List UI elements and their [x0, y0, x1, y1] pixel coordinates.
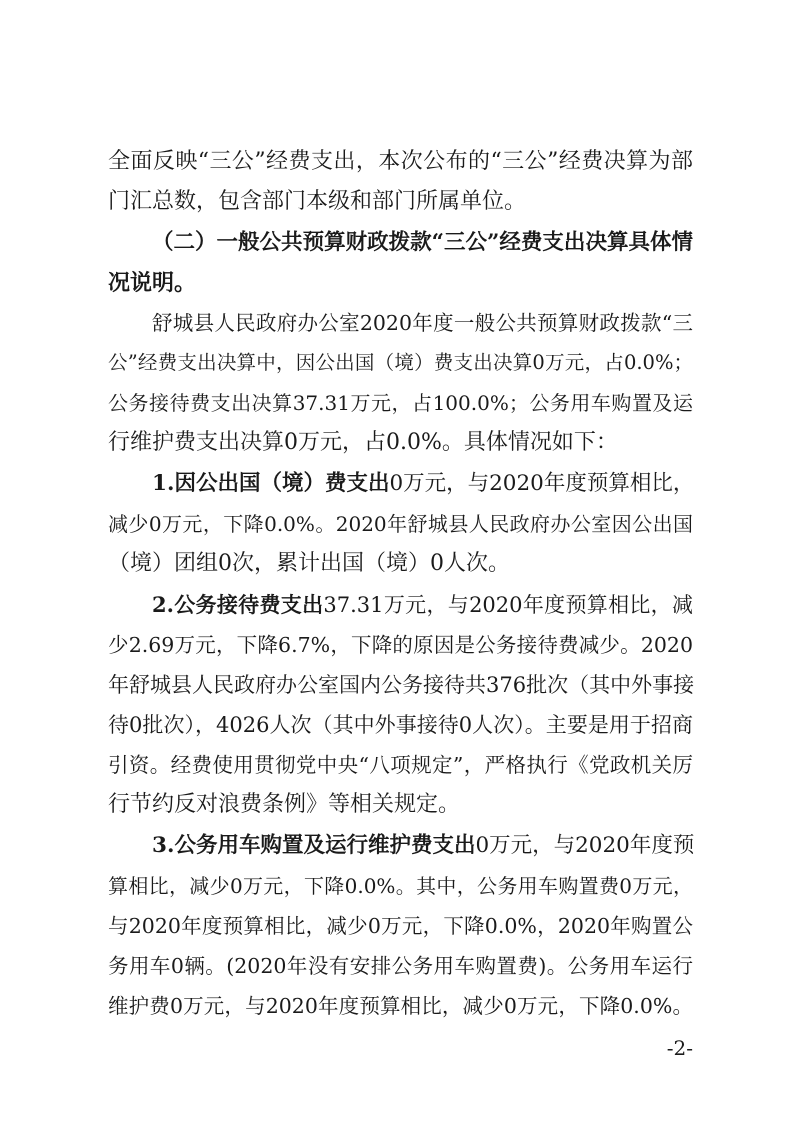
- text-line: 与2020年度预算相比，减少0万元，下降0.0%，2020年购置公: [108, 914, 693, 938]
- item-1-heading: 1.因公出国（境）费支出: [152, 471, 390, 496]
- item-1-line: 1.因公出国（境）费支出0万元，与2020年度预算相比，: [152, 471, 695, 496]
- text-line: （境）团组0次，累计出国（境）0人次。: [108, 551, 510, 576]
- text-line: 少2.69万元，下降6.7%，下降的原因是公务接待费减少。2020: [108, 633, 693, 657]
- text-line: 务用车0辆。(2020年没有安排公务用车购置费)。公务用车运行: [108, 954, 693, 978]
- item-2-heading: 2.公务接待费支出: [152, 592, 324, 617]
- text-line: 待0批次），4026人次（其中外事接待0人次）。主要是用于招商: [108, 713, 693, 737]
- item-3-line: 3.公务用车购置及运行维护费支出0万元，与2020年度预: [152, 833, 695, 858]
- text-line: 算相比，减少0万元，下降0.0%。其中，公务用车购置费0万元，: [108, 874, 693, 898]
- text-line: 公”经费支出决算中，因公出国（境）费支出决算0万元，占0.0%；: [108, 351, 693, 374]
- text-line: 公务接待费支出决算37.31万元，占100.0%；公务用车购置及运: [108, 391, 693, 415]
- page-number: -2-: [666, 1036, 693, 1060]
- text-line: 舒城县人民政府办公室2020年度一般公共预算财政拨款“三: [152, 311, 693, 335]
- text-line: 减少0万元，下降0.0%。2020年舒城县人民政府办公室因公出国: [108, 512, 693, 536]
- section-heading-continued: 况说明。: [108, 270, 197, 296]
- section-heading: （二）一般公共预算财政拨款“三公”经费支出决算具体情: [152, 230, 693, 255]
- item-3-heading: 3.公务用车购置及运行维护费支出: [152, 833, 476, 858]
- text-line: 门汇总数，包含部门本级和部门所属单位。: [108, 189, 527, 214]
- text-line: 行节约反对浪费条例》等相关规定。: [108, 792, 461, 817]
- text-line: 引资。经费使用贯彻党中央“八项规定”，严格执行《党政机关厉: [108, 753, 693, 777]
- text-line: 全面反映“三公”经费支出，本次公布的“三公”经费决算为部: [108, 149, 693, 174]
- text-line: 行维护费支出决算0万元，占0.0%。具体情况如下：: [108, 430, 618, 455]
- item-2-line: 2.公务接待费支出37.31万元，与2020年度预算相比，减: [152, 592, 693, 617]
- text-line: 维护费0万元，与2020年度预算相比，减少0万元，下降0.0%。: [108, 994, 693, 1018]
- text-line: 年舒城县人民政府办公室国内公务接待共376批次（其中外事接: [108, 673, 695, 697]
